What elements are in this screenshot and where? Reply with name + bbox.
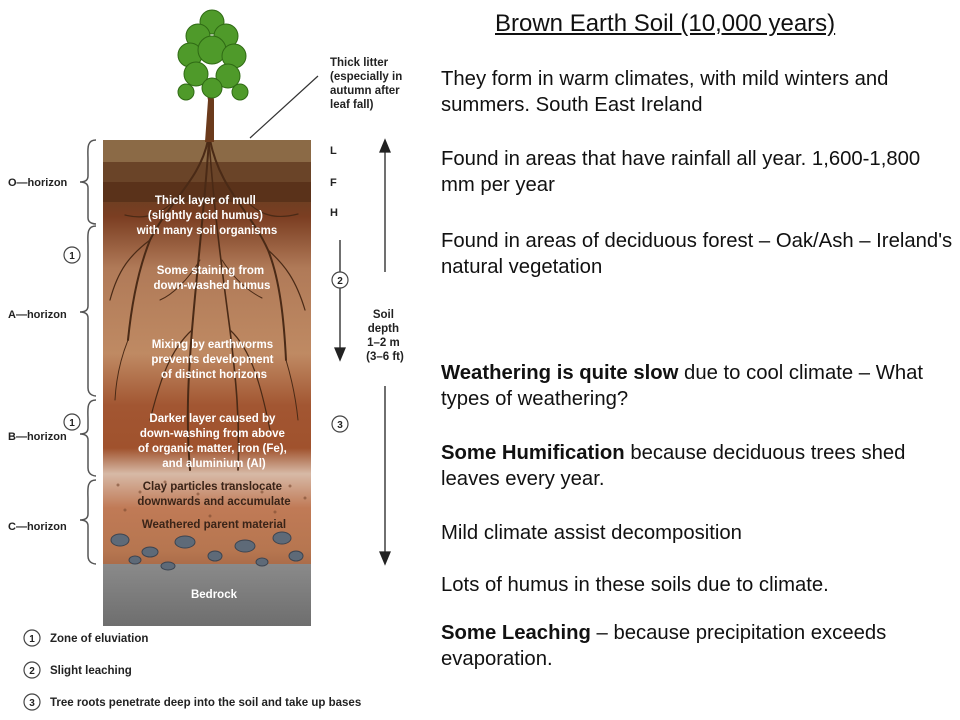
paragraph-text: Lots of humus in these soils due to climate. <box>441 574 829 596</box>
depth-label-line: (3–6 ft) <box>366 351 404 363</box>
darker-label-line: and aluminium (Al) <box>162 458 266 470</box>
mull-label-line: Thick layer of mull <box>154 195 256 207</box>
layer-letter-l: L <box>330 145 337 157</box>
legend-item <box>24 662 132 678</box>
paragraph-bold: Weathering is quite slow <box>441 362 679 384</box>
mull-label-line: (slightly acid humus) <box>147 210 263 222</box>
svg-text:2: 2 <box>29 666 35 677</box>
staining-label-line: down-washed humus <box>153 280 271 292</box>
litter-note-line: leaf fall) <box>330 99 374 111</box>
soil-profile-diagram <box>0 0 432 720</box>
legend-item <box>24 694 361 710</box>
svg-text:Thick litter (especially i <box>330 57 405 111</box>
darker-label-line: down-washing from above <box>139 428 285 440</box>
o-horizon-label: O—horizon <box>8 177 68 189</box>
svg-text:1: 1 <box>69 251 75 262</box>
paragraph-bold: Some Humification <box>441 442 625 464</box>
legend <box>24 630 361 710</box>
mixing-label-line: of distinct horizons <box>160 369 268 381</box>
marker-1-lower <box>64 414 80 430</box>
legend-item <box>24 630 148 646</box>
clay-label-line: Clay particles translocate <box>142 481 283 493</box>
svg-text:3: 3 <box>337 420 343 431</box>
paragraph-text: Mild climate assist decomposition <box>441 522 742 544</box>
a-horizon-label: A—horizon <box>8 309 67 321</box>
svg-text:1: 1 <box>29 634 35 645</box>
paragraph-vegetation <box>441 228 956 280</box>
paragraph-text: – because precipitation exceeds evaporation. <box>441 622 887 670</box>
legend-text: Zone of eluviation <box>50 633 149 645</box>
marker-1-upper <box>64 247 80 263</box>
svg-text:Soil depth 1–2 m ( <box>366 309 404 363</box>
marker-3 <box>332 416 348 432</box>
b-horizon-label: B—horizon <box>8 431 67 443</box>
darker-label-line: Darker layer caused by <box>149 413 276 425</box>
bedrock-label: Bedrock <box>190 589 238 601</box>
litter-note-line: Thick litter <box>330 57 389 69</box>
parent-material-label: Weathered parent material <box>141 519 287 531</box>
svg-text:Mixing by earthworms preve <box>151 339 276 381</box>
clay-label-line: downwards and accumulate <box>137 496 291 508</box>
tree-crown <box>178 10 248 100</box>
litter-note-line: (especially in <box>330 71 403 83</box>
slide-title: Brown Earth Soil (10,000 years) <box>495 10 836 37</box>
svg-text:O—horizon A—horizon B— <box>8 177 70 533</box>
paragraph-text: due to cool climate – What types of weathering? <box>441 362 924 410</box>
depth-label-line: 1–2 m <box>367 337 400 349</box>
svg-text:1: 1 <box>69 418 75 429</box>
svg-text:Thick layer of mull (sligh <box>136 195 278 237</box>
paragraph-rainfall <box>441 146 956 198</box>
depth-label-line: depth <box>367 323 400 335</box>
svg-text:3: 3 <box>29 698 35 709</box>
litter-note-line: autumn after <box>330 85 400 97</box>
mixing-label-line: Mixing by earthworms <box>151 339 274 351</box>
layer-letter-h: H <box>330 207 338 219</box>
paragraph-text: because deciduous trees shed leaves every year. <box>441 442 906 490</box>
paragraph-humus <box>441 572 956 598</box>
mull-label-line: with many soil organisms <box>136 225 278 237</box>
paragraph-text: Found in areas that have rainfall all year. 1,600-1,800 mm per year <box>441 148 921 196</box>
staining-label-line: Some staining from <box>156 265 265 277</box>
paragraph-decomposition <box>441 520 956 546</box>
svg-text:L F H <box>330 145 340 219</box>
depth-label-line: Soil <box>372 309 394 321</box>
paragraph-weathering <box>441 360 956 412</box>
darker-label-line: of organic matter, iron (Fe), <box>137 443 287 455</box>
c-horizon-label: C—horizon <box>8 521 67 533</box>
svg-text:2: 2 <box>337 276 343 287</box>
mixing-label-line: prevents development <box>151 354 274 366</box>
leaching-arrow <box>335 240 345 360</box>
marker-2 <box>332 272 348 288</box>
paragraph-bold: Some Leaching <box>441 622 591 644</box>
paragraph-humification <box>441 440 956 492</box>
paragraph-text: They form in warm climates, with mild winters and summers. South East Ireland <box>441 68 889 116</box>
paragraph-text: Found in areas of deciduous forest – Oak/Ash – Ireland's natural vegetation <box>441 230 953 278</box>
legend-text: Slight leaching <box>50 665 132 677</box>
horizon-brackets <box>80 140 96 564</box>
litter-pointer <box>250 76 318 138</box>
paragraph-climate <box>441 66 956 118</box>
layer-letter-f: F <box>330 177 337 189</box>
legend-text: Tree roots penetrate deep into the soil and take up bases <box>50 697 362 709</box>
paragraph-leaching <box>441 620 956 672</box>
